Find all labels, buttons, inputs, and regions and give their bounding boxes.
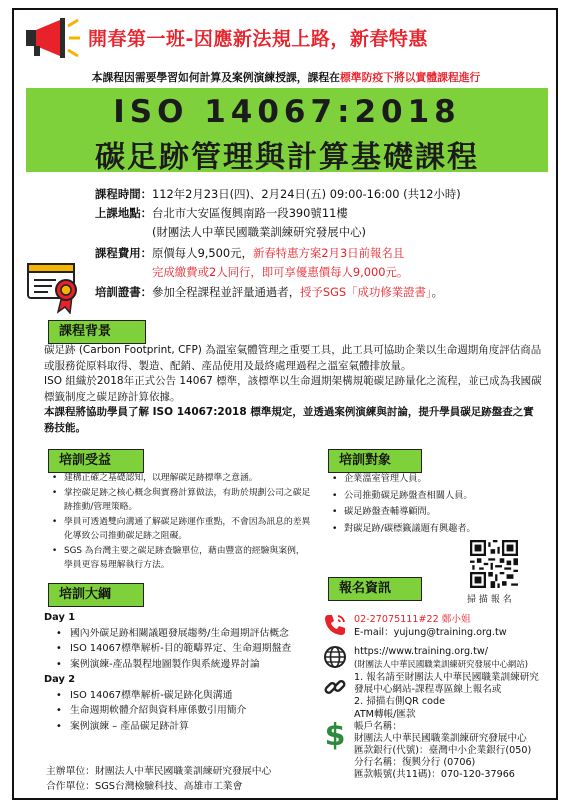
outline-item: • 生命週期軟體介紹與資料庫係數引用簡介 [54, 703, 324, 719]
benefit-item: • 學員可透過雙向溝通了解碳足跡運作重點，不會因為訊息的差異化導致公司推動碳足跡之阻礙。 [50, 515, 312, 544]
info-place [84, 205, 348, 221]
time-label: 課程時間： [95, 187, 152, 201]
cert-highlight: 授予SGS「成功修業證書」 [300, 285, 432, 299]
cert-end: 。 [431, 285, 443, 299]
section-benefit-heading: 培訓受益 [48, 449, 144, 473]
atm-label: ATM轉帳/匯款 [354, 709, 416, 720]
cert-value: 參加全程課程並評量通過者， [152, 285, 301, 299]
place-label: 上課地點： [95, 206, 152, 220]
background-paragraph-1: 碳足跡 (Carbon Footprint, CFP) 為溫室氣體管理之重要工具，此工具可協助企業以生命週期角度評估商品或服務從原料取得、製造、配銷、產品使用及最終處理過程之溫室氣體排放量。 [44, 344, 542, 372]
contact-email[interactable]: E-mail：yujung@training.org.tw [354, 627, 507, 638]
registration-qr-code[interactable] [470, 540, 518, 588]
account-name-label: 帳戶名稱： [354, 721, 402, 732]
register-step-1b: 發展中心網站-課程專區線上報名或 [354, 684, 502, 695]
outline-item: • 案例演練 – 產品碳足跡計算 [54, 719, 324, 735]
fee-label: 課程費用： [95, 246, 152, 260]
website-link[interactable]: https://www.training.org.tw/ [354, 646, 488, 657]
section-target-heading: 培訓對象 [328, 449, 422, 473]
outline-item: • 案例演練-產品製程地圖製作與系統邊界討論 [54, 657, 324, 673]
cert-label: 培訓證書： [95, 285, 152, 299]
section-outline-heading: 培訓大綱 [48, 583, 144, 607]
host-organizer: 主辦單位：財團法人中華民國職業訓練研究發展中心 [46, 766, 272, 777]
target-item: • 對碳足跡/碳標籤議題有興趣者。 [330, 521, 540, 538]
time-value: 112年2月23日(四)、2月24日(五) 09:00-16:00 (共12小時) [152, 187, 461, 201]
outline-item: • ISO 14067標準解析-目的範疇界定、生命週期盤查 [54, 641, 324, 657]
globe-icon [322, 644, 348, 670]
co-organizer: 合作單位：SGS台灣檢驗科技、高雄市工業會 [46, 781, 243, 792]
title-block [26, 88, 548, 175]
benefit-item: • 建構正確之基礎認知，以理解碳足跡標準之意涵。 [50, 471, 312, 486]
banner-headline: 開春第一班-因應新法規上路，新春特惠 [88, 28, 428, 50]
target-item: • 企業溫室管理人員。 [330, 471, 540, 488]
fee-value: 原價每人9,500元， [152, 246, 253, 260]
website-note: (財團法人中華民國職業訓練研究發展中心網站) [354, 659, 529, 669]
dollar-icon [322, 718, 348, 750]
benefit-item: • 掌控碳足跡之核心概念與實務計算做法，有助於規劃公司之碳足跡推動/管理策略。 [50, 486, 312, 515]
course-title-standard: ISO 14067:2018 [113, 94, 461, 130]
outline-item: • ISO 14067標準解析-碳足跡化與溝通 [54, 688, 324, 704]
course-outline [44, 610, 324, 734]
qr-scan-label: 掃 描 報 名 [467, 595, 512, 605]
register-step-1a: 1. 報名請至財團法人中華民國職業訓練研究 [354, 672, 539, 683]
organizers [46, 764, 271, 794]
benefit-list [50, 471, 312, 573]
branch-info: 分行名稱：復興分行 (0706) [354, 757, 476, 768]
background-text [44, 343, 544, 436]
contact-phone[interactable]: 02-27075111#22 鄭小姐 [354, 614, 471, 625]
bank-info: 匯款銀行(代號)：臺灣中小企業銀行(050) [354, 745, 532, 756]
place-value-org: (財團法人中華民國職業訓練研究發展中心) [152, 225, 366, 239]
fee-promo-2: 完成繳費或2人同行，即可享優惠價每人9,000元。 [152, 265, 409, 279]
benefit-item: • SGS 為台灣主要之碳足跡查驗單位，藉由豐富的經驗與案例，學員更容易理解執行方法。 [50, 544, 312, 573]
megaphone-icon [22, 16, 82, 60]
background-paragraph-2: ISO 組織於2018年正式公告 14067 標準，該標準以生命週期架構規範碳足跡量化之流程，並已成為我國碳標籤制度之碳足跡計算依據。 [44, 375, 542, 403]
course-title-name: 碳足跡管理與計算基礎課程 [95, 140, 479, 175]
certificate-icon [26, 258, 84, 314]
fee-promo-1: 新春特惠方案2月3日前報名且 [252, 246, 405, 260]
account-name: 財團法人中華民國職業訓練研究發展中心 [354, 733, 527, 744]
note-prefix: 本課程因需要學習如何計算及案例演練授課，課程在 [91, 71, 340, 84]
section-background-heading: 課程背景 [48, 320, 146, 344]
target-item: • 公司推動碳足跡盤查相關人員。 [330, 488, 540, 505]
note-highlight: 標準防疫下將以實體課程進行 [339, 71, 481, 84]
outline-item: • 國內外碳足跡相關議題發展趨勢/生命週期評估概念 [54, 626, 324, 642]
account-number: 匯款帳號(共11碼)：070-120-37966 [354, 769, 515, 780]
outline-day2: Day 2 [44, 674, 76, 685]
promo-banner [22, 14, 542, 64]
background-paragraph-3: 本課程將協助學員了解 ISO 14067:2018 標準規定，並透過案例演練與討論，提升學員碳足跡盤查之實務技能。 [44, 406, 534, 434]
register-step-2: 2. 掃描右側QR code [354, 696, 445, 707]
section-register-heading: 報名資訊 [328, 577, 422, 601]
link-icon [322, 674, 348, 700]
svg-text:$: $ [324, 718, 346, 750]
info-fee [84, 245, 404, 261]
target-item: • 碳足跡盤查輔導顧問。 [330, 504, 540, 521]
info-time [84, 186, 461, 202]
outline-day1: Day 1 [44, 612, 76, 623]
info-cert [84, 284, 443, 300]
phone-icon [322, 612, 348, 638]
course-mode-note [22, 70, 550, 85]
target-list [330, 471, 540, 537]
place-value: 台北市大安區復興南路一段390號11樓 [152, 206, 348, 220]
